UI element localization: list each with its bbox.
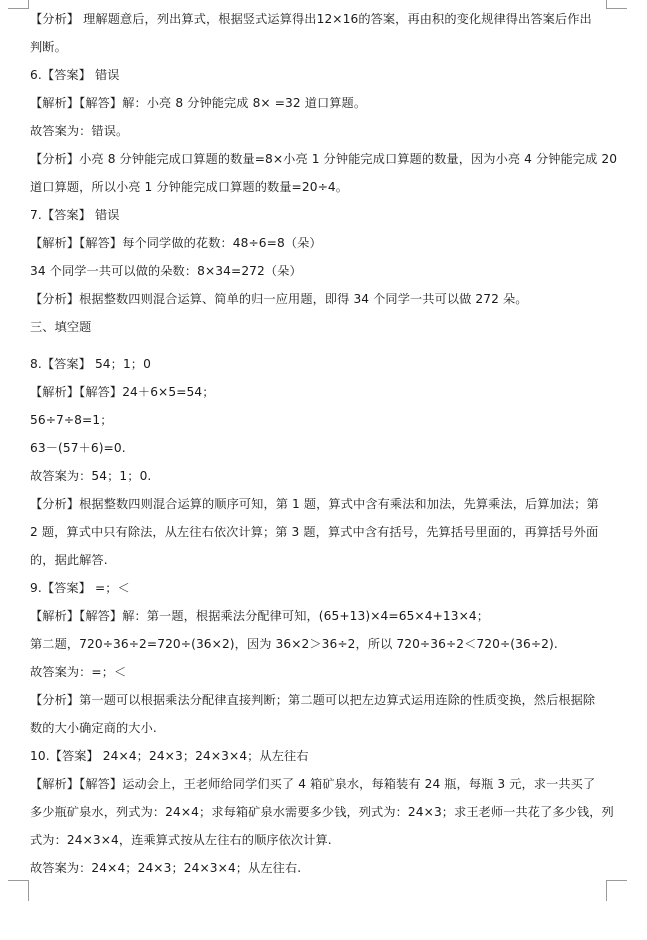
page-corner-mark-bottom-left: [8, 880, 29, 901]
solution-8-line-1: 【解析】【解答】24＋6×5=54；: [30, 385, 215, 399]
solution-6: 【解析】【解答】解：小亮 8 分钟能完成 8× =32 道口算题。: [30, 96, 367, 110]
analysis-6-line-1: 【分析】小亮 8 分钟能完成口算题的数量=8×小亮 1 分钟能完成口算题的数量，因为小亮 4 分钟能完成 20: [30, 152, 618, 166]
conclusion-9: 故答案为：=；＜: [30, 665, 127, 679]
conclusion-8: 故答案为：54；1；0.: [30, 469, 152, 483]
solution-7-line-1: 【解析】【解答】每个同学做的花数：48÷6=8（朵）: [30, 236, 322, 250]
answer-9: 9.【答案】 =；＜: [30, 581, 130, 595]
page-corner-mark-top-left: [8, 0, 29, 9]
solution-8-line-2: 56÷7÷8=1；: [30, 413, 113, 427]
solution-10-line-1: 【解析】【解答】运动会上，王老师给同学们买了 4 箱矿泉水，每箱装有 24 瓶，每瓶 3 元，求一共买了: [30, 777, 596, 791]
section-heading-fill-in: 三、填空题: [30, 320, 92, 334]
solution-10-line-2: 多少瓶矿泉水，列式为：24×4；求每箱矿泉水需要多少钱，列式为：24×3；求王老师一共花了多少钱，列: [30, 805, 614, 819]
page-corner-mark-bottom-right: [606, 880, 627, 901]
analysis-7: 【分析】根据整数四则混合运算、简单的归一应用题，即得 34 个同学一共可以做 272 朵。: [30, 292, 528, 306]
page-corner-mark-top-right: [606, 0, 627, 9]
conclusion-6: 故答案为：错误。: [30, 124, 129, 138]
analysis-5-line-1: 【分析】 理解题意后，列出算式，根据竖式运算得出12×16的答案，再由积的变化规律得出答案后作出: [30, 12, 592, 26]
analysis-9-line-2: 数的大小确定商的大小.: [30, 721, 157, 735]
analysis-8-line-3: 的，据此解答.: [30, 553, 108, 567]
analysis-6-line-2: 道口算题，所以小亮 1 分钟能完成口算题的数量=20÷4。: [30, 180, 349, 194]
solution-8-line-3: 63－(57＋6)=0.: [30, 441, 126, 455]
analysis-5-line-2: 判断。: [30, 40, 67, 54]
answer-6: 6.【答案】 错误: [30, 68, 120, 82]
solution-10-line-3: 式为：24×3×4，连乘算式按从左往右的顺序依次计算.: [30, 833, 332, 847]
analysis-9-line-1: 【分析】第一题可以根据乘法分配律直接判断；第二题可以把左边算式运用连除的性质变换，然后根据除: [30, 693, 596, 707]
solution-9-line-2: 第二题，720÷36÷2=720÷(36×2)，因为 36×2＞36÷2，所以 720÷36÷2＜720÷(36÷2).: [30, 637, 558, 651]
solution-7-line-2: 34 个同学一共可以做的朵数：8×34=272（朵）: [30, 264, 302, 278]
answer-10: 10.【答案】 24×4；24×3；24×3×4；从左往右: [30, 749, 309, 763]
analysis-8-line-1: 【分析】根据整数四则混合运算的顺序可知，第 1 题，算式中含有乘法和加法，先算乘法，后算加法；第: [30, 497, 599, 511]
answer-8: 8.【答案】 54；1；0: [30, 357, 151, 371]
answer-7: 7.【答案】 错误: [30, 208, 120, 222]
analysis-8-line-2: 2 题，算式中只有除法，从左往右依次计算；第 3 题，算式中含有括号，先算括号里面的，再算括号外面: [30, 525, 599, 539]
conclusion-10: 故答案为：24×4；24×3；24×3×4；从左往右.: [30, 861, 302, 875]
solution-9-line-1: 【解析】【解答】解：第一题，根据乘法分配律可知，(65+13)×4=65×4+13×4；: [30, 609, 490, 623]
